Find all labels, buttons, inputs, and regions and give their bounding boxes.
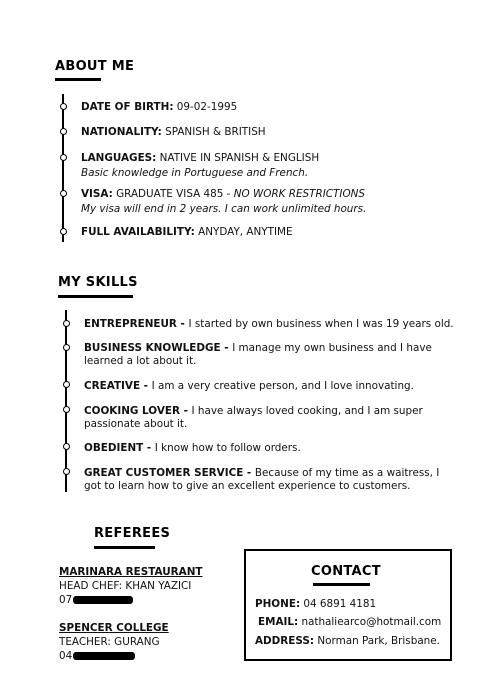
about-timeline (62, 94, 64, 242)
timeline-dot (63, 320, 70, 327)
skill-cooking-lover (84, 405, 434, 430)
skill-label: ENTREPRENEUR - (84, 318, 189, 330)
skill-entrepreneur (84, 318, 464, 331)
availability-value: ANYDAY, ANYTIME (198, 226, 293, 238)
referee-phone: 07 (59, 594, 133, 606)
about-item-languages (81, 152, 319, 180)
skill-business-knowledge (84, 342, 444, 367)
contact-underline (313, 583, 370, 586)
timeline-dot (60, 228, 67, 235)
about-item-dob (81, 101, 237, 114)
skill-customer-service (84, 467, 449, 492)
languages-label: LANGUAGES: (81, 152, 157, 164)
redacted-phone (73, 652, 135, 660)
contact-address (255, 635, 440, 647)
redacted-phone (73, 596, 133, 604)
referees-underline (94, 546, 155, 549)
about-me-underline (55, 78, 101, 81)
about-item-visa (81, 188, 366, 216)
skill-obedient (84, 442, 464, 455)
skills-timeline (65, 310, 67, 492)
about-me-heading: ABOUT ME (55, 59, 135, 74)
address-label: ADDRESS: (255, 635, 315, 647)
about-item-nationality (81, 126, 266, 139)
visa-note: My visa will end in 2 years. I can work unlimited hours. (81, 203, 367, 215)
skill-label: OBEDIENT - (84, 442, 155, 454)
skill-text: I know how to follow orders. (154, 442, 301, 454)
visa-label: VISA: (81, 188, 113, 200)
dob-value: 09-02-1995 (176, 101, 238, 113)
skills-heading: MY SKILLS (58, 275, 138, 290)
nationality-label: NATIONALITY: (81, 126, 162, 138)
skill-creative (84, 380, 464, 393)
address-value: Norman Park, Brisbane. (317, 635, 440, 647)
about-item-availability (81, 226, 293, 239)
nationality-value: SPANISH & BRITISH (165, 126, 266, 138)
contact-email (258, 616, 441, 628)
skill-label: CREATIVE - (84, 380, 152, 392)
languages-value: NATIVE IN SPANISH & ENGLISH (159, 152, 320, 164)
referees-heading: REFEREES (94, 526, 171, 541)
availability-label: FULL AVAILABILITY: (81, 226, 195, 238)
visa-value: GRADUATE VISA 485 - (116, 188, 234, 200)
referee-1 (59, 565, 203, 607)
dob-label: DATE OF BIRTH: (81, 101, 174, 113)
timeline-dot (60, 128, 67, 135)
timeline-dot (60, 190, 67, 197)
referee-role: TEACHER: GURANG (59, 636, 160, 648)
timeline-dot (63, 468, 70, 475)
visa-restrictions: NO WORK RESTRICTIONS (233, 188, 366, 200)
timeline-dot (60, 103, 67, 110)
timeline-dot (60, 154, 67, 161)
timeline-dot (63, 443, 70, 450)
email-value[interactable]: nathaliearco@hotmail.com (301, 616, 442, 628)
referee-name: MARINARA RESTAURANT (59, 566, 203, 578)
referee-2 (59, 621, 169, 663)
skill-label: GREAT CUSTOMER SERVICE - (84, 467, 255, 479)
skill-label: BUSINESS KNOWLEDGE - (84, 342, 233, 354)
timeline-dot (63, 344, 70, 351)
skills-underline (58, 295, 133, 298)
skill-text: I started by own business when I was 19 years old. (188, 318, 454, 330)
phone-label: PHONE: (255, 598, 301, 610)
skill-text: I have always loved cooking, and I am super passionate about it. (84, 405, 423, 430)
languages-note: Basic knowledge in Portuguese and French. (81, 167, 309, 179)
referee-role: HEAD CHEF: KHAN YAZICI (59, 580, 192, 592)
phone-value: 04 6891 4181 (303, 598, 377, 610)
referee-name: SPENCER COLLEGE (59, 622, 169, 634)
timeline-dot (63, 406, 70, 413)
email-label: EMAIL: (258, 616, 299, 628)
referee-phone: 04 (59, 650, 135, 662)
contact-heading: CONTACT (311, 564, 381, 579)
skill-text: I am a very creative person, and I love innovating. (151, 380, 414, 392)
timeline-dot (63, 381, 70, 388)
contact-phone (255, 598, 376, 610)
skill-text: Because of my time as a waitress, I got to learn how to give an excellent experience to customers. (84, 467, 440, 492)
skill-label: COOKING LOVER - (84, 405, 192, 417)
skill-text: I manage my own business and I have learned a lot about it. (84, 342, 432, 367)
